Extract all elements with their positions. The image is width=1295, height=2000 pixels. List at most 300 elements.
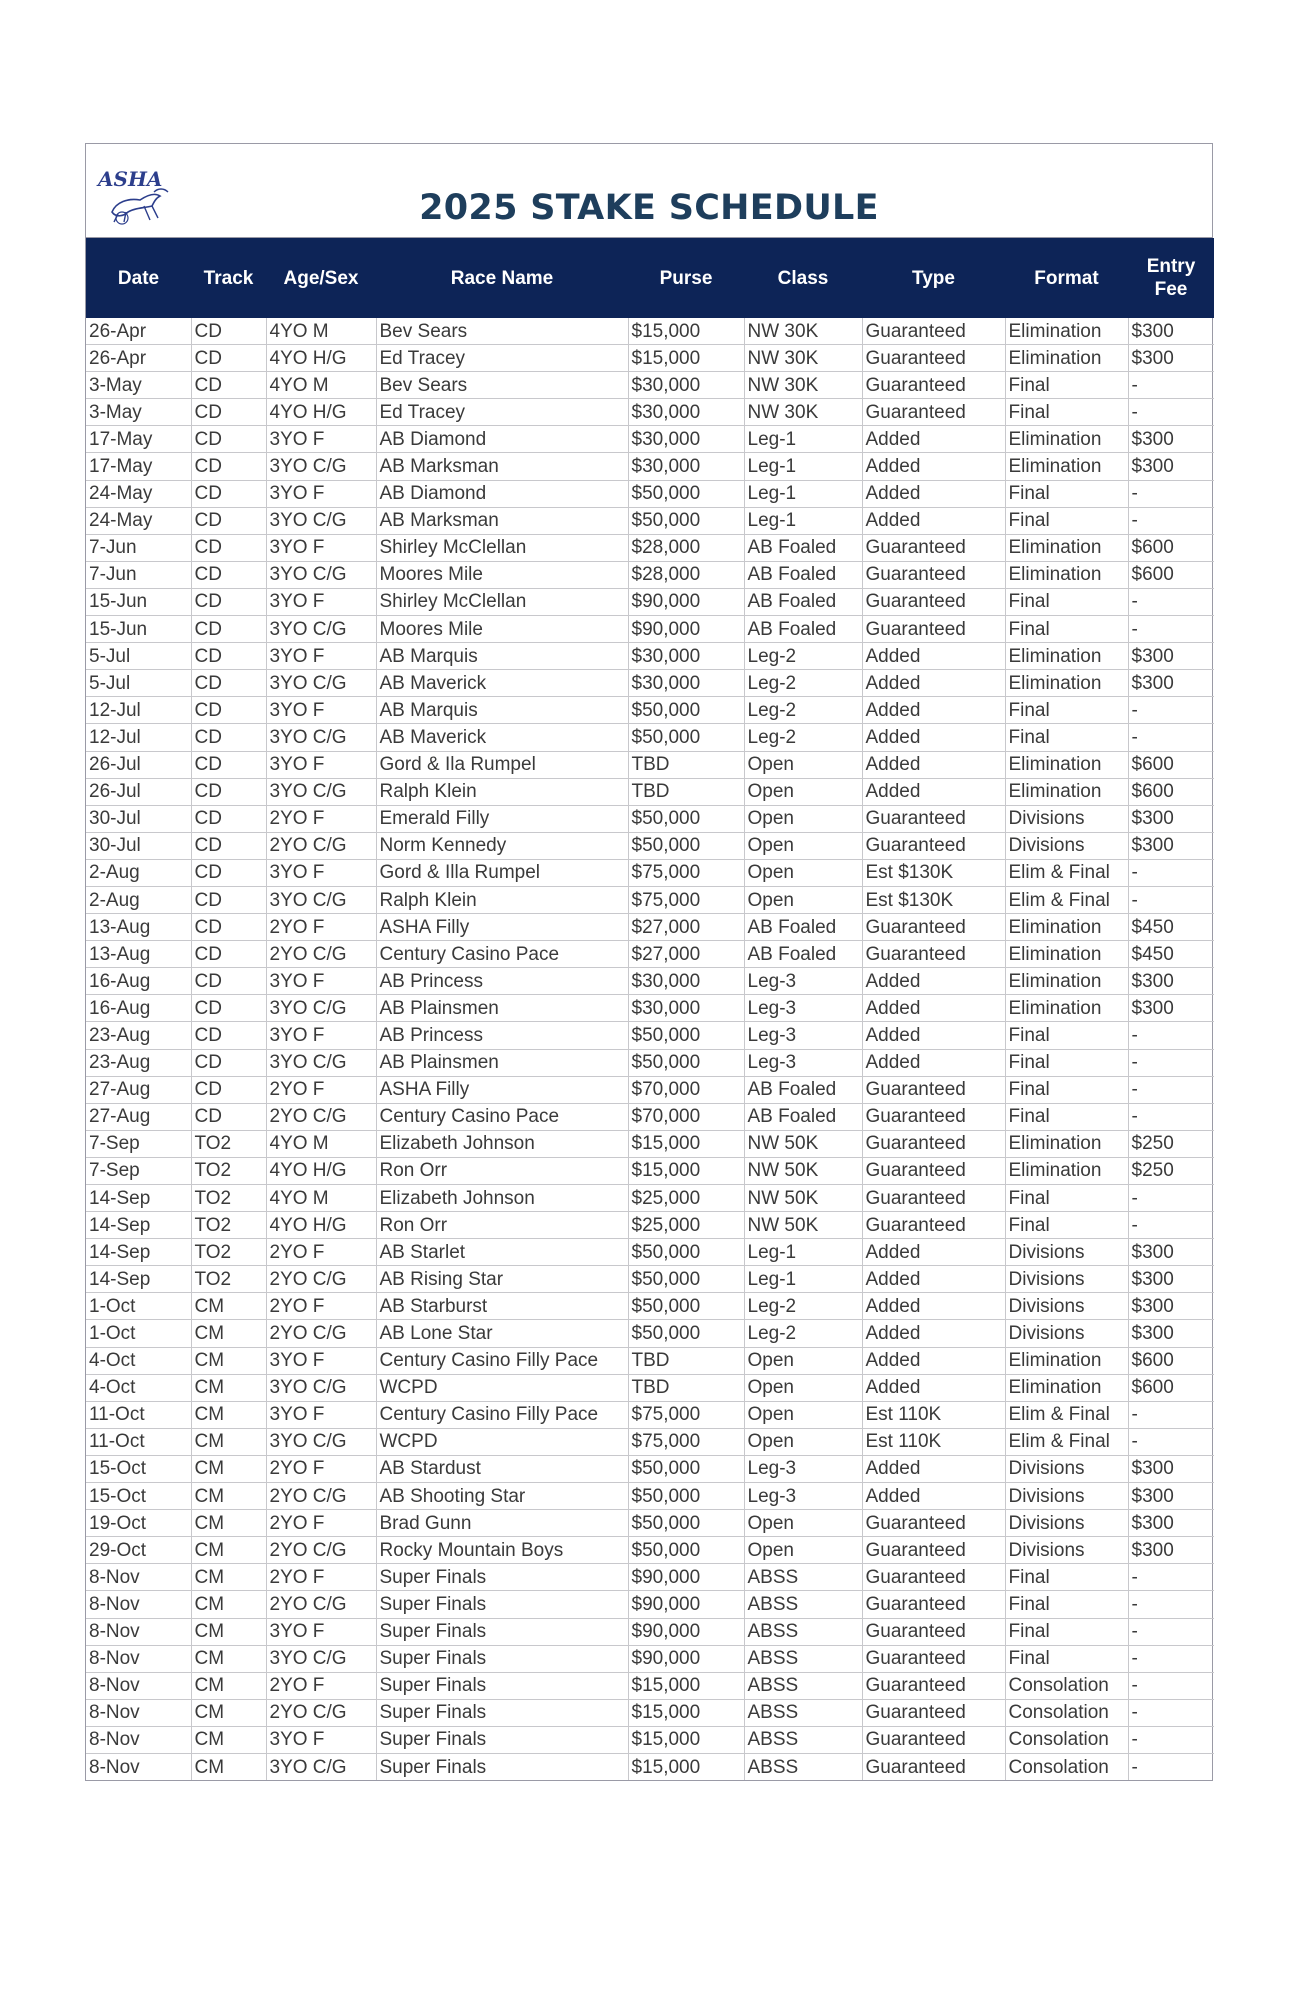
class-cell: AB Foaled [744,534,862,561]
class-cell: Open [744,886,862,913]
format-cell: Elimination [1005,1130,1128,1157]
entry-fee-cell: $300 [1128,1320,1214,1347]
class-cell: Open [744,805,862,832]
date-cell: 13-Aug [86,914,191,941]
purse-cell: $90,000 [628,1564,744,1591]
title-bar [86,144,1212,238]
table-row [86,697,1214,724]
schedule-table [86,238,1214,1780]
date-cell: 7-Jun [86,534,191,561]
table-row [86,1483,1214,1510]
purse-cell: $50,000 [628,1510,744,1537]
date-cell: 4-Oct [86,1347,191,1374]
format-cell: Final [1005,372,1128,399]
entry-fee-cell: - [1128,1591,1214,1618]
entry-fee-cell: $300 [1128,1483,1214,1510]
table-row [86,832,1214,859]
purse-cell: $15,000 [628,1130,744,1157]
track-cell: CD [191,507,266,534]
entry-fee-cell: $300 [1128,832,1214,859]
entry-fee-cell: - [1128,1076,1214,1103]
track-cell: CD [191,345,266,372]
class-cell: Open [744,859,862,886]
date-cell: 26-Jul [86,778,191,805]
format-cell: Final [1005,616,1128,643]
table-row [86,1564,1214,1591]
age-sex-cell: 4YO M [266,318,376,345]
table-row [86,643,1214,670]
class-cell: Leg-1 [744,1239,862,1266]
entry-fee-cell: $300 [1128,345,1214,372]
header-purse: Purse [628,238,744,318]
table-row [86,1455,1214,1482]
race-name-cell: AB Princess [376,968,628,995]
age-sex-cell: 3YO C/G [266,724,376,751]
format-cell: Elim & Final [1005,1401,1128,1428]
format-cell: Divisions [1005,805,1128,832]
age-sex-cell: 4YO H/G [266,399,376,426]
age-sex-cell: 3YO C/G [266,453,376,480]
table-row [86,1076,1214,1103]
track-cell: CD [191,480,266,507]
class-cell: Leg-3 [744,1022,862,1049]
track-cell: CM [191,1726,266,1753]
type-cell: Added [862,778,1005,805]
class-cell: ABSS [744,1699,862,1726]
track-cell: CD [191,670,266,697]
purse-cell: $50,000 [628,1239,744,1266]
date-cell: 24-May [86,507,191,534]
purse-cell: $70,000 [628,1076,744,1103]
type-cell: Added [862,995,1005,1022]
race-name-cell: Ralph Klein [376,778,628,805]
class-cell: Leg-1 [744,426,862,453]
table-row [86,805,1214,832]
table-body [86,318,1214,1780]
track-cell: CM [191,1618,266,1645]
entry-fee-cell: - [1128,1564,1214,1591]
format-cell: Final [1005,399,1128,426]
format-cell: Final [1005,697,1128,724]
age-sex-cell: 3YO F [266,1401,376,1428]
date-cell: 19-Oct [86,1510,191,1537]
table-row [86,534,1214,561]
purse-cell: $15,000 [628,1699,744,1726]
track-cell: CD [191,616,266,643]
class-cell: Open [744,832,862,859]
format-cell: Divisions [1005,1483,1128,1510]
race-name-cell: AB Maverick [376,670,628,697]
entry-fee-cell: $300 [1128,453,1214,480]
age-sex-cell: 3YO F [266,1618,376,1645]
purse-cell: $25,000 [628,1185,744,1212]
race-name-cell: Moores Mile [376,561,628,588]
class-cell: AB Foaled [744,941,862,968]
age-sex-cell: 3YO C/G [266,670,376,697]
race-name-cell: Elizabeth Johnson [376,1185,628,1212]
type-cell: Guaranteed [862,561,1005,588]
purse-cell: TBD [628,751,744,778]
type-cell: Guaranteed [862,941,1005,968]
entry-fee-cell: - [1128,399,1214,426]
type-cell: Guaranteed [862,345,1005,372]
format-cell: Final [1005,1564,1128,1591]
date-cell: 26-Jul [86,751,191,778]
age-sex-cell: 4YO H/G [266,1212,376,1239]
purse-cell: $25,000 [628,1212,744,1239]
class-cell: Open [744,1401,862,1428]
purse-cell: $30,000 [628,643,744,670]
format-cell: Elimination [1005,426,1128,453]
track-cell: CM [191,1428,266,1455]
purse-cell: $50,000 [628,480,744,507]
race-name-cell: Emerald Filly [376,805,628,832]
purse-cell: $75,000 [628,886,744,913]
format-cell: Elimination [1005,778,1128,805]
age-sex-cell: 3YO F [266,480,376,507]
stake-schedule-sheet [85,143,1213,1781]
type-cell: Guaranteed [862,805,1005,832]
age-sex-cell: 3YO F [266,1726,376,1753]
age-sex-cell: 4YO M [266,1185,376,1212]
format-cell: Final [1005,1212,1128,1239]
format-cell: Final [1005,1076,1128,1103]
track-cell: CD [191,995,266,1022]
format-cell: Elimination [1005,1157,1128,1184]
entry-fee-cell: $600 [1128,1347,1214,1374]
format-cell: Final [1005,1591,1128,1618]
table-row [86,1618,1214,1645]
class-cell: AB Foaled [744,616,862,643]
purse-cell: $28,000 [628,534,744,561]
track-cell: CM [191,1510,266,1537]
class-cell: NW 30K [744,318,862,345]
type-cell: Guaranteed [862,1645,1005,1672]
table-row [86,914,1214,941]
age-sex-cell: 3YO F [266,534,376,561]
entry-fee-cell: - [1131,1756,1138,1778]
age-sex-cell: 2YO C/G [266,1320,376,1347]
entry-fee-cell: $300 [1128,643,1214,670]
format-cell: Elimination [1005,941,1128,968]
date-cell: 8-Nov [86,1645,191,1672]
purse-cell: $15,000 [628,318,744,345]
format-cell: Elimination [1005,1374,1128,1401]
track-cell: CM [191,1672,266,1699]
entry-fee-cell: $300 [1128,670,1214,697]
date-cell: 11-Oct [86,1401,191,1428]
purse-cell: $50,000 [628,1483,744,1510]
table-row [86,616,1214,643]
table-row [86,1293,1214,1320]
table-row [86,453,1214,480]
entry-fee-cell: $300 [1128,995,1214,1022]
track-cell: CD [191,588,266,615]
entry-fee-cell: - [1128,1428,1214,1455]
purse-cell: $90,000 [628,1591,744,1618]
race-name-cell: Super Finals [376,1753,628,1780]
class-cell: Leg-2 [744,643,862,670]
class-cell: Leg-2 [744,724,862,751]
date-cell: 7-Sep [86,1130,191,1157]
type-cell: Est $130K [862,859,1005,886]
race-name-cell: Elizabeth Johnson [376,1130,628,1157]
race-name-cell: Century Casino Pace [376,1103,628,1130]
entry-fee-cell: $300 [1128,1239,1214,1266]
track-cell: CD [191,426,266,453]
track-cell: CM [191,1591,266,1618]
age-sex-cell: 2YO C/G [266,1591,376,1618]
race-name-cell: Century Casino Pace [376,941,628,968]
type-cell: Added [862,453,1005,480]
type-cell: Added [862,1049,1005,1076]
table-row [86,1428,1214,1455]
table-row [86,1130,1214,1157]
race-name-cell: Super Finals [376,1591,628,1618]
race-name-cell: Super Finals [376,1726,628,1753]
format-cell: Divisions [1005,832,1128,859]
race-name-cell: AB Shooting Star [376,1483,628,1510]
age-sex-cell: 2YO C/G [266,1103,376,1130]
entry-fee-cell: - [1128,507,1214,534]
format-cell: Elim & Final [1005,886,1128,913]
purse-cell: $30,000 [628,426,744,453]
class-cell: ABSS [744,1726,862,1753]
track-cell: CD [191,751,266,778]
purse-cell: $15,000 [628,345,744,372]
type-cell: Added [862,507,1005,534]
race-name-cell: WCPD [376,1428,628,1455]
track-cell: CD [191,697,266,724]
table-row [86,751,1214,778]
date-cell: 14-Sep [86,1212,191,1239]
track-cell: CD [191,778,266,805]
date-cell: 2-Aug [86,859,191,886]
table-row [86,778,1214,805]
type-cell: Guaranteed [862,1130,1005,1157]
date-cell: 30-Jul [86,805,191,832]
date-cell: 15-Jun [86,588,191,615]
class-cell: ABSS [744,1618,862,1645]
race-name-cell: Ron Orr [376,1212,628,1239]
format-cell: Elimination [1005,561,1128,588]
track-cell: CD [191,1103,266,1130]
table-row [86,318,1214,345]
race-name-cell: Super Finals [376,1672,628,1699]
track-cell: CM [191,1645,266,1672]
table-row [86,1320,1214,1347]
type-cell: Guaranteed [862,588,1005,615]
date-cell: 12-Jul [86,697,191,724]
table-row [86,968,1214,995]
track-cell: CD [191,886,266,913]
age-sex-cell: 2YO C/G [266,832,376,859]
entry-fee-cell: $250 [1128,1130,1214,1157]
class-cell: Leg-1 [744,480,862,507]
race-name-cell: AB Princess [376,1022,628,1049]
race-name-cell: Ed Tracey [376,345,628,372]
age-sex-cell: 2YO F [266,1564,376,1591]
entry-fee-cell: - [1128,886,1214,913]
entry-fee-cell: - [1128,1645,1214,1672]
entry-fee-cell: $300 [1128,1455,1214,1482]
type-cell: Guaranteed [862,1510,1005,1537]
track-cell: CM [191,1374,266,1401]
class-cell: Leg-3 [744,1455,862,1482]
age-sex-cell: 3YO F [266,426,376,453]
date-cell: 24-May [86,480,191,507]
table-row [86,1103,1214,1130]
type-cell: Guaranteed [862,1672,1005,1699]
type-cell: Guaranteed [862,1537,1005,1564]
purse-cell: TBD [628,1374,744,1401]
table-row [86,941,1214,968]
track-cell: CD [191,372,266,399]
date-cell: 8-Nov [86,1618,191,1645]
date-cell: 2-Aug [86,886,191,913]
date-cell: 3-May [86,399,191,426]
track-cell: CD [191,805,266,832]
class-cell: NW 50K [744,1212,862,1239]
track-cell: TO2 [191,1157,266,1184]
table-row [86,1591,1214,1618]
class-cell: Open [744,778,862,805]
date-cell: 8-Nov [86,1672,191,1699]
format-cell: Divisions [1005,1537,1128,1564]
race-name-cell: Shirley McClellan [376,588,628,615]
purse-cell: $50,000 [628,1293,744,1320]
race-name-cell: AB Marquis [376,697,628,724]
date-cell: 8-Nov [86,1564,191,1591]
race-name-cell: Ed Tracey [376,399,628,426]
track-cell: CD [191,914,266,941]
age-sex-cell: 2YO C/G [266,1483,376,1510]
type-cell: Guaranteed [862,1212,1005,1239]
format-cell: Final [1005,1618,1128,1645]
race-name-cell: Shirley McClellan [376,534,628,561]
race-name-cell: Super Finals [376,1699,628,1726]
date-cell: 5-Jul [86,643,191,670]
race-name-cell: Ron Orr [376,1157,628,1184]
purse-cell: $50,000 [628,1049,744,1076]
purse-cell: $27,000 [628,941,744,968]
class-cell: NW 50K [744,1130,862,1157]
purse-cell: TBD [628,1347,744,1374]
track-cell: CM [191,1401,266,1428]
track-cell: CD [191,534,266,561]
entry-fee-cell: $450 [1128,941,1214,968]
age-sex-cell: 3YO C/G [266,1428,376,1455]
type-cell: Added [862,1266,1005,1293]
race-name-cell: WCPD [376,1374,628,1401]
type-cell: Added [862,1293,1005,1320]
format-cell: Final [1005,724,1128,751]
entry-fee-cell: $300 [1128,1266,1214,1293]
age-sex-cell: 2YO C/G [266,1699,376,1726]
race-name-cell: Rocky Mountain Boys [376,1537,628,1564]
track-cell: CD [191,1022,266,1049]
age-sex-cell: 3YO F [266,1347,376,1374]
type-cell: Guaranteed [862,399,1005,426]
date-cell: 7-Jun [86,561,191,588]
header-entry-fee: Entry Fee [1128,238,1214,318]
age-sex-cell: 3YO C/G [266,616,376,643]
class-cell: Leg-3 [744,968,862,995]
age-sex-cell: 3YO C/G [266,1645,376,1672]
type-cell: Guaranteed [862,832,1005,859]
purse-cell: $28,000 [628,561,744,588]
class-cell: Leg-2 [744,1320,862,1347]
class-cell: AB Foaled [744,588,862,615]
table-row [86,1049,1214,1076]
entry-fee-cell: - [1128,616,1214,643]
entry-fee-cell: - [1128,588,1214,615]
type-cell: Guaranteed [862,616,1005,643]
format-cell: Elimination [1005,453,1128,480]
age-sex-cell: 2YO F [266,1455,376,1482]
entry-fee-cell: $300 [1128,1293,1214,1320]
entry-fee-cell: - [1128,1103,1214,1130]
table-row [86,670,1214,697]
type-cell: Guaranteed [862,318,1005,345]
type-cell: Added [862,968,1005,995]
race-name-cell: AB Starburst [376,1293,628,1320]
class-cell: Leg-3 [744,995,862,1022]
purse-cell: $50,000 [628,832,744,859]
date-cell: 27-Aug [86,1076,191,1103]
format-cell: Elimination [1005,751,1128,778]
age-sex-cell: 3YO F [266,859,376,886]
purse-cell: $50,000 [628,1022,744,1049]
format-cell: Final [1005,507,1128,534]
format-cell: Final [1005,1103,1128,1130]
type-cell: Guaranteed [862,372,1005,399]
class-cell: ABSS [744,1564,862,1591]
class-cell: Leg-1 [744,1266,862,1293]
class-cell: Open [744,1428,862,1455]
format-cell: Divisions [1005,1293,1128,1320]
entry-fee-cell: $300 [1128,318,1214,345]
date-cell: 23-Aug [86,1049,191,1076]
class-cell: NW 30K [744,372,862,399]
type-cell: Added [862,1374,1005,1401]
purse-cell: $75,000 [628,1401,744,1428]
track-cell: CM [191,1753,266,1780]
class-cell: AB Foaled [744,914,862,941]
type-cell: Guaranteed [862,1076,1005,1103]
entry-fee-cell: $600 [1128,751,1214,778]
purse-cell: $50,000 [628,1455,744,1482]
age-sex-cell: 2YO F [266,1076,376,1103]
type-cell: Guaranteed [862,914,1005,941]
table-row [86,1726,1214,1753]
age-sex-cell: 3YO C/G [266,778,376,805]
entry-fee-cell: $600 [1128,534,1214,561]
table-row [86,1347,1214,1374]
track-cell: CM [191,1347,266,1374]
type-cell: Guaranteed [862,1185,1005,1212]
table-row [86,1374,1214,1401]
date-cell: 13-Aug [86,941,191,968]
date-cell: 14-Sep [86,1185,191,1212]
format-cell: Final [1005,480,1128,507]
header-date: Date [86,238,191,318]
entry-fee-cell: - [1128,1022,1214,1049]
race-name-cell: AB Maverick [376,724,628,751]
track-cell: CD [191,453,266,480]
purse-cell: $15,000 [628,1157,744,1184]
entry-fee-cell: - [1128,1672,1214,1699]
